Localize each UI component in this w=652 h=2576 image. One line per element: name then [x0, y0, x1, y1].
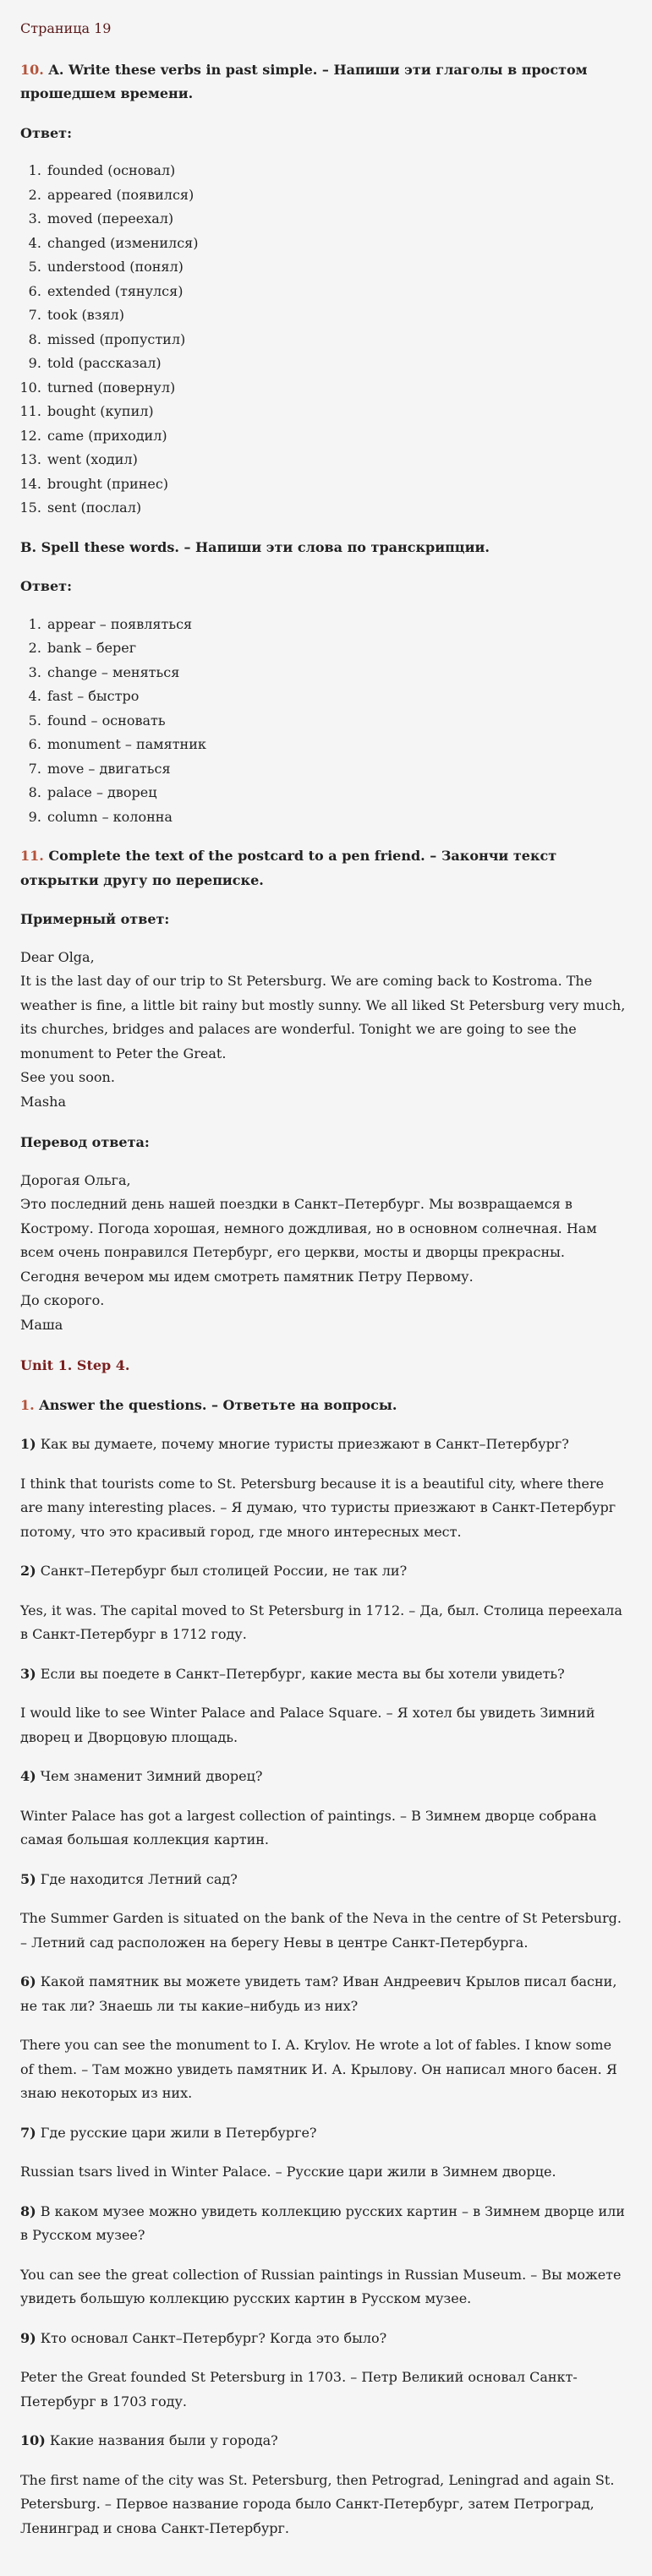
exercise-number: 1.: [20, 1396, 35, 1413]
question: [20, 1559, 628, 1584]
letter-body: It is the last day of our trip to St Petersburg. We are coming back to Kostroma. The weather is fine, a little bit rainy but mostly sunny. We all liked St Petersburg very much, its churches, bridges and palaces are wonderful. Tonight we are going to see the monument to Peter the Great.: [20, 973, 626, 1062]
question: [20, 1433, 628, 1457]
question: [20, 2327, 628, 2351]
list-item: 9. column – колонна: [46, 805, 628, 830]
list-item: 7. took (взял): [46, 303, 628, 328]
spelling-list: [20, 613, 628, 830]
list-item: 5. understood (понял): [46, 255, 628, 280]
question-number: 1): [20, 1436, 36, 1452]
list-item: 7. move – двигаться: [46, 757, 628, 782]
past-simple-list: [20, 159, 628, 521]
unit-step-title: Unit 1. Step 4.: [20, 1357, 130, 1373]
list-item: 14. brought (принес): [46, 472, 628, 497]
exercise-10-heading: [20, 58, 628, 106]
letter-signature: Masha: [20, 1093, 66, 1110]
answer: Yes, it was. The capital moved to St Petersburg in 1712. – Да, был. Столица переехала в Санкт-Петербург в 1712 году.: [20, 1602, 622, 1642]
question-text: Кто основал Санкт–Петербург? Когда это было?: [36, 2329, 387, 2346]
question: [20, 2429, 628, 2453]
list-item: 5. found – основать: [46, 709, 628, 734]
answer: I think that tourists come to St. Petersburg because it is a beautiful city, where there are many interesting places. – Я думаю, что туристы приезжают в Санкт-Петербург потому, что это красивый город, где много интересных мест.: [20, 1475, 616, 1540]
answer: Peter the Great founded St Petersburg in 1703. – Петр Великий основал Санкт-Петербург в 1703 году.: [20, 2369, 578, 2410]
question-text: Какие названия были у города?: [45, 2432, 278, 2448]
list-item: 15. sent (послал): [46, 496, 628, 521]
exercise-title: A. Write these verbs in past simple. – Напиши эти глаголы в простом прошедшем времени.: [20, 61, 588, 101]
translation-closing: До скорого.: [20, 1292, 105, 1308]
exercise-title: Complete the text of the postcard to a pen friend. – Закончи текст открытки другу по переписке.: [20, 848, 557, 888]
answer: You can see the great collection of Russian paintings in Russian Museum. – Вы можете увидеть большую коллекцию русских картин в Русском музее.: [20, 2266, 622, 2306]
page-number-header: Страница 19: [20, 20, 112, 36]
question-number: 4): [20, 1768, 36, 1784]
list-item: 12. came (приходил): [46, 424, 628, 449]
question-number: 7): [20, 2124, 36, 2141]
question-text: В каком музее можно увидеть коллекцию русских картин – в Зимнем дворце или в Русском музее?: [20, 2202, 625, 2243]
list-item: 11. bought (купил): [46, 400, 628, 424]
question-number: 9): [20, 2329, 36, 2346]
question: [20, 1970, 628, 2018]
answer: The first name of the city was St. Petersburg, then Petrograd, Leningrad and again St. Petersburg. – Первое название города было Санкт-Петербург, затем Петроград, Ленинград и снова Санкт-Петербург.: [20, 2471, 615, 2536]
exercise-title: Answer the questions. – Ответьте на вопросы.: [34, 1396, 397, 1413]
exercise-10b-heading: B. Spell these words. – Напиши эти слова по транскрипции.: [20, 538, 490, 555]
answer: I would like to see Winter Palace and Palace Square. – Я хотел бы увидеть Зимний дворец и Дворцовую площадь.: [20, 1705, 595, 1745]
exercise-1-heading: [20, 1394, 628, 1418]
question: [20, 2121, 628, 2146]
exercise-number: 11.: [20, 848, 44, 864]
list-item: 8. missed (пропустил): [46, 328, 628, 352]
postcard-translation: [20, 1169, 628, 1338]
list-item: 1. appear – появляться: [46, 613, 628, 637]
question-text: Как вы думаете, почему многие туристы приезжают в Санкт–Петербург?: [36, 1436, 569, 1452]
letter-greeting: Dear Olga,: [20, 948, 95, 965]
translation-label: Перевод ответа:: [20, 1134, 150, 1150]
question: [20, 1868, 628, 1892]
list-item: 6. extended (тянулся): [46, 280, 628, 304]
question-number: 2): [20, 1563, 36, 1579]
list-item: 2. bank – берег: [46, 636, 628, 661]
list-item: 6. monument – памятник: [46, 733, 628, 757]
question-text: Где находится Летний сад?: [36, 1870, 238, 1887]
answer-label: Ответ:: [20, 124, 72, 141]
letter-closing: See you soon.: [20, 1069, 115, 1085]
list-item: 8. palace – дворец: [46, 781, 628, 805]
list-item: 4. changed (изменился): [46, 232, 628, 256]
question-text: Санкт–Петербург был столицей России, не так ли?: [36, 1563, 408, 1579]
question-text: Если вы поедете в Санкт–Петербург, какие места вы бы хотели увидеть?: [36, 1665, 565, 1682]
qa-list: [20, 1433, 628, 2541]
exercise-11-heading: [20, 844, 628, 892]
sample-answer-label: Примерный ответ:: [20, 911, 170, 927]
question-text: Где русские цари жили в Петербурге?: [36, 2124, 317, 2141]
list-item: 3. moved (переехал): [46, 207, 628, 232]
answer-label: Ответ:: [20, 578, 72, 594]
list-item: 10. turned (повернул): [46, 376, 628, 401]
question: [20, 2200, 628, 2248]
list-item: 4. fast – быстро: [46, 685, 628, 709]
question: [20, 1662, 628, 1687]
question-text: Чем знаменит Зимний дворец?: [36, 1768, 263, 1784]
answer: The Summer Garden is situated on the bank of the Neva in the centre of St Petersburg. – Летний сад расположен на берегу Невы в центре Санкт-Петербурга.: [20, 1910, 622, 1951]
question-number: 8): [20, 2202, 36, 2219]
translation-body: Это последний день нашей поездки в Санкт–Петербург. Мы возвращаемся в Кострому. Погода хорошая, немного дождливая, но в основном солнечная. Нам всем очень понравился Петербург, его церкви, мосты и дворцы прекрасны. Сегодня вечером мы идем смотреть памятник Петру Первому.: [20, 1196, 597, 1285]
list-item: 1. founded (основал): [46, 159, 628, 183]
answer: Winter Palace has got a largest collection of paintings. – В Зимнем дворце собрана самая большая коллекция картин.: [20, 1807, 597, 1847]
list-item: 2. appeared (появился): [46, 183, 628, 208]
question-text: Какой памятник вы можете увидеть там? Иван Андреевич Крылов писал басни, не так ли? Знаешь ли ты какие–нибудь из них?: [20, 1973, 617, 2014]
list-item: 3. change – меняться: [46, 661, 628, 685]
question-number: 10): [20, 2432, 46, 2448]
question: [20, 1765, 628, 1789]
question-number: 3): [20, 1665, 36, 1682]
postcard-letter: [20, 946, 628, 1115]
translation-signature: Маша: [20, 1316, 63, 1333]
question-number: 6): [20, 1973, 36, 1989]
list-item: 9. told (рассказал): [46, 352, 628, 376]
translation-greeting: Дорогая Ольга,: [20, 1171, 131, 1188]
exercise-number: 10.: [20, 61, 44, 78]
list-item: 13. went (ходил): [46, 448, 628, 472]
question-number: 5): [20, 1870, 36, 1887]
answer: Russian tsars lived in Winter Palace. – Русские цари жили в Зимнем дворце.: [20, 2164, 556, 2180]
answer: There you can see the monument to I. A. Krylov. He wrote a lot of fables. I know some of them. – Там можно увидеть памятник И. А. Крылову. Он написал много басен. Я знаю некоторых из них.: [20, 2037, 617, 2101]
